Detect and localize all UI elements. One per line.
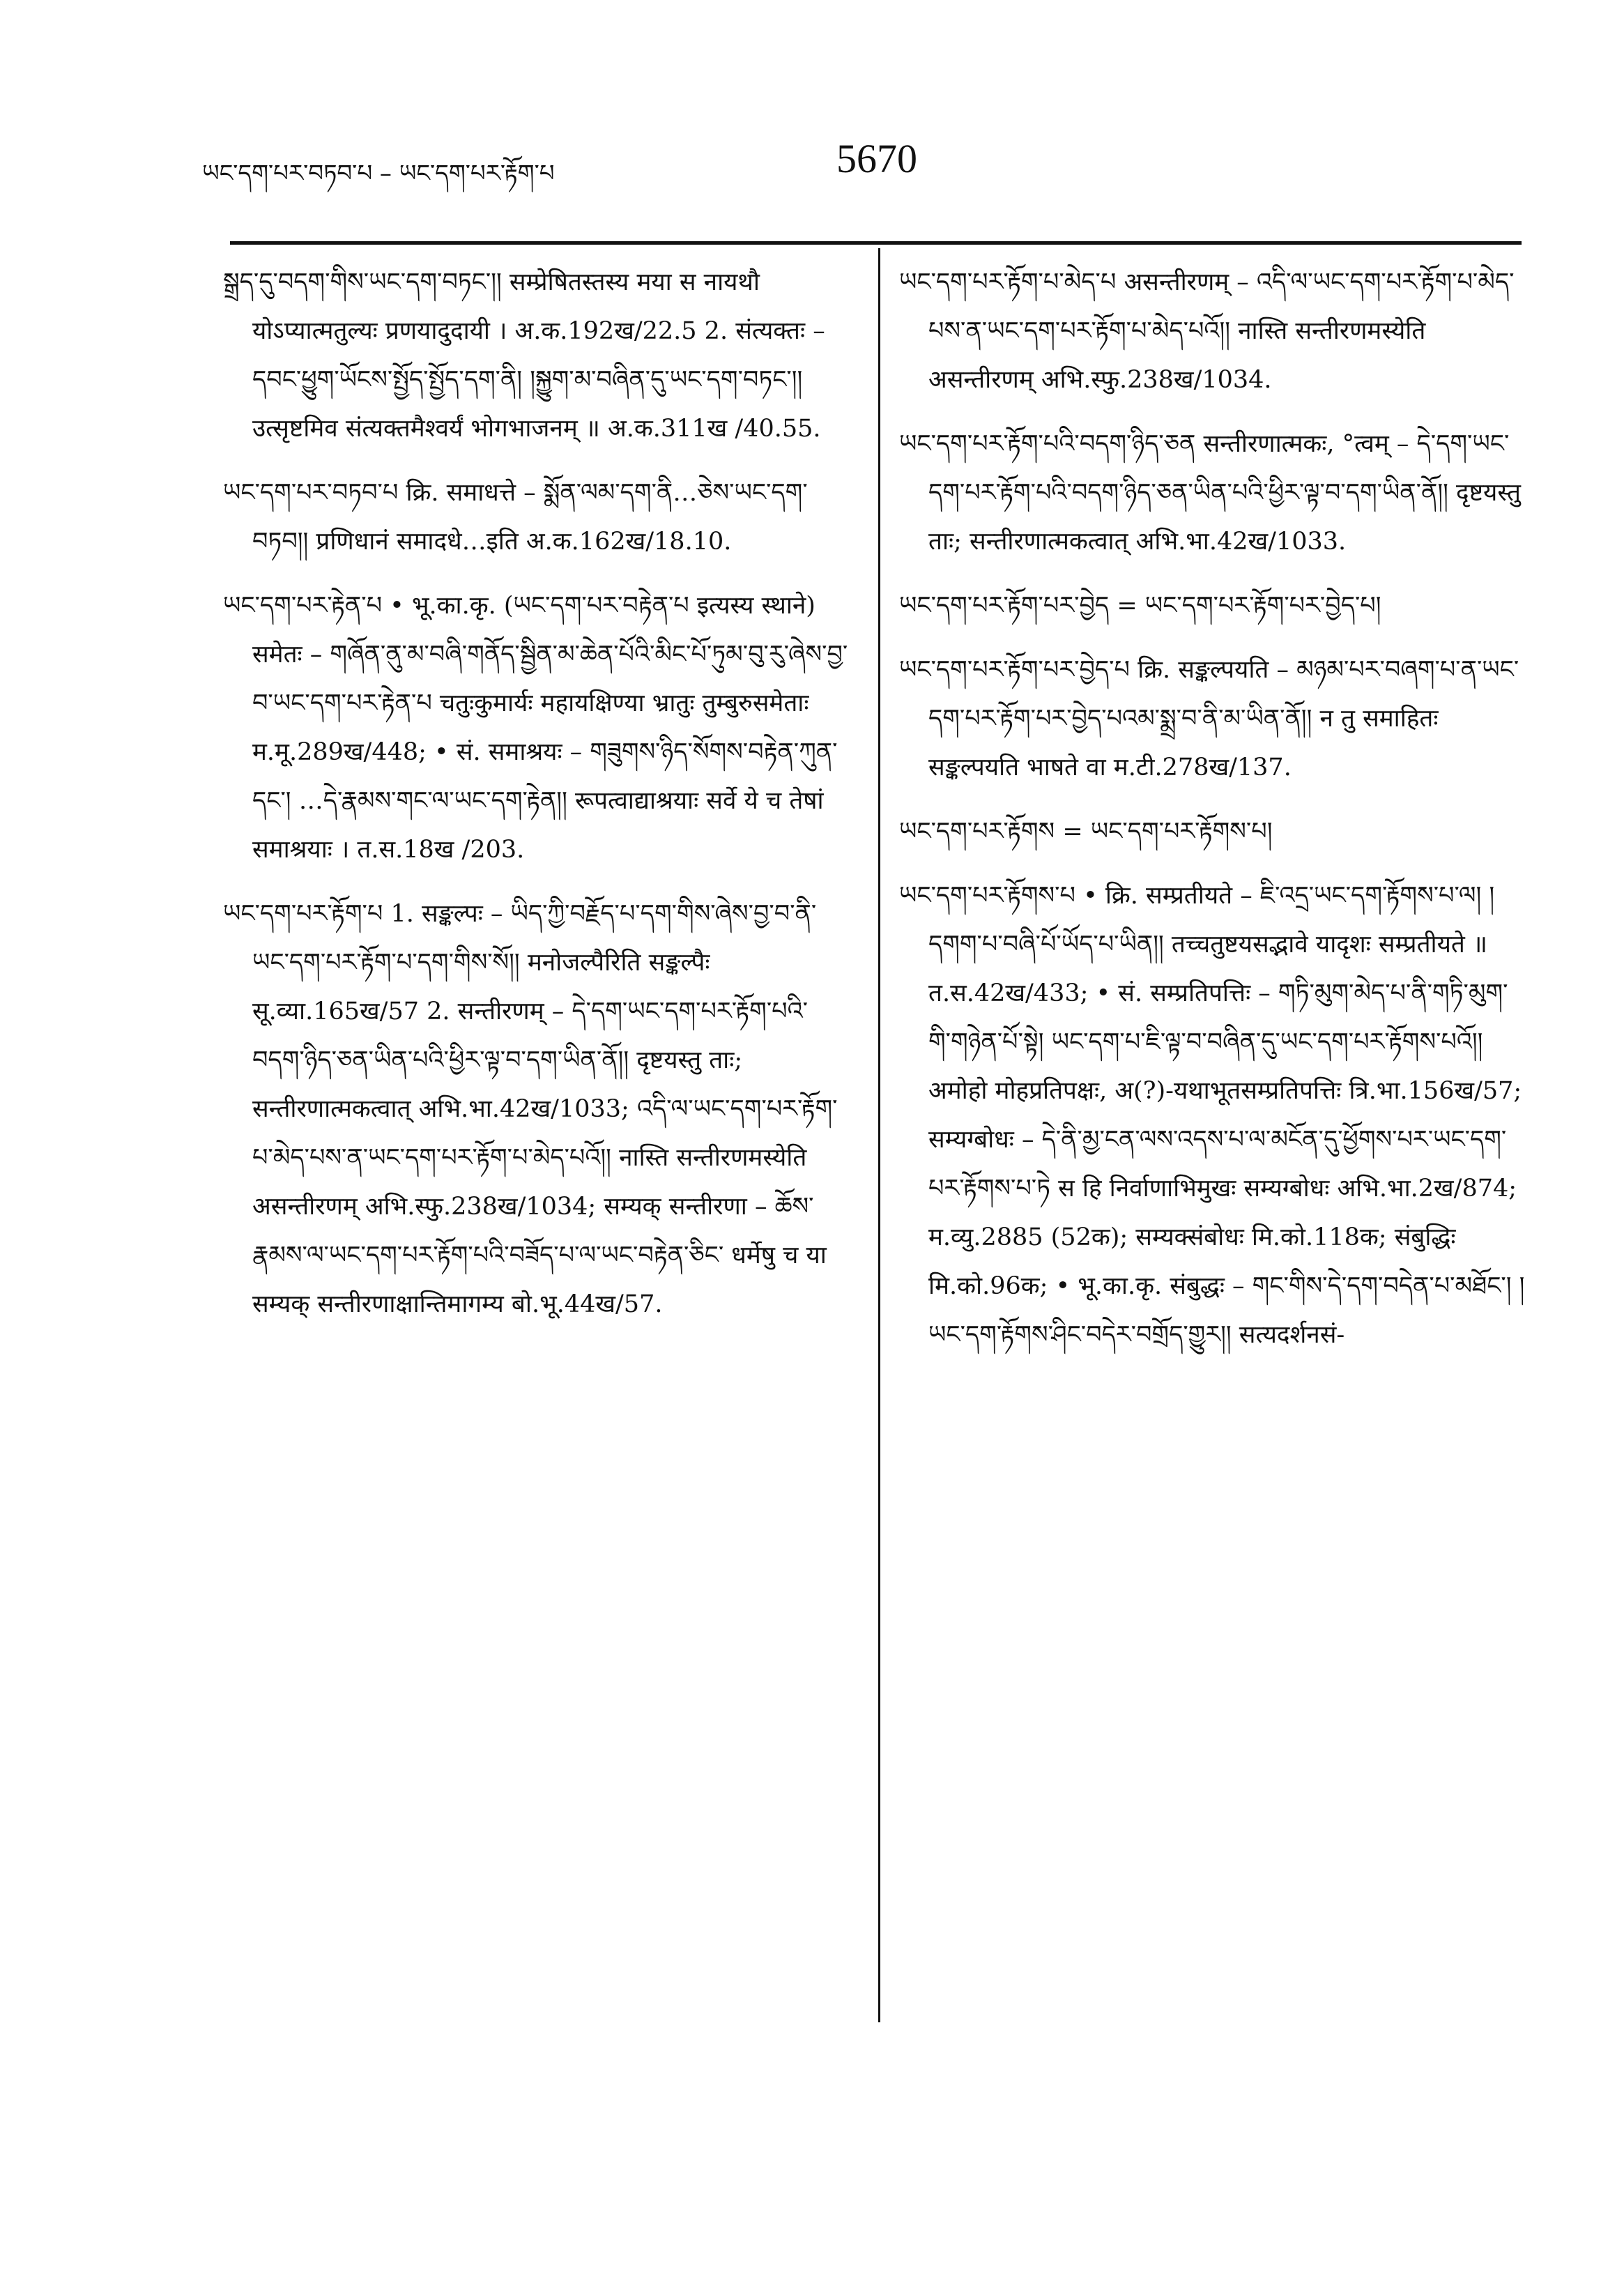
entry-headword: ཡང་དག་པར་བཏབ་པ: [223, 479, 399, 507]
entry-text: क्रि. सङ्कल्पयति – མཉམ་པར་བཞག་པ་ན་ཡང་དག་པར་རྟོག་པར་བྱེད་པའམ་སྨྲ་བ་ནི་མ་ཡིན་ནོ།། न तु समाहितः सङ्कल्पयति भाषते वा म.टी.278ख/137.: [928, 656, 1519, 781]
entry-text: सन्तीरणात्मकः, °त्वम् – དེ་དག་ཡང་དག་པར་རྟོག་པའི་བདག་ཉིད་ཅན་ཡིན་པའི་ཕྱིར་ལྟ་བ་དག་ཡིན་ནོ།། दृष्टयस्तु ताः; सन्तीरणात्मकत्वात् अभि.भा.42ख/1033.: [928, 430, 1521, 556]
dictionary-entry: [899, 871, 1526, 1359]
entry-headword: ཡང་དག་པར་རྟོགས: [899, 818, 1055, 846]
dictionary-entry: [223, 258, 850, 453]
entry-headword: ཡང་དག་པར་རྟེན་པ: [223, 592, 383, 620]
header-rule: [230, 241, 1522, 245]
dictionary-entry: [899, 420, 1526, 566]
entry-headword: ཡང་དག་པར་རྟོགས་པ: [899, 882, 1075, 910]
left-column: [223, 258, 850, 1344]
entry-headword: ཡང་དག་པར་རྟོག་པ: [223, 900, 383, 928]
entry-text: 1. सङ्कल्पः – ཡིད་ཀྱི་བརྗོད་པ་དག་གིས་ཞེས་བྱ་བ་ནི་ཡང་དག་པར་རྟོག་པ་དག་གིས་སོ།། मनोजल्पैरिति सङ्कल्पैः सू.व्या.165ख/57 2. सन्तीरणम् – དེ་དག་ཡང་དག་པར་རྟོག་པའི་བདག་ཉིད་ཅན་ཡིན་པའི་ཕྱིར་ལྟ་བ་དག་ཡིན་ནོ།། दृष्टयस्तु ताः; सन्तीरणात्मकत्वात् अभि.भा.42ख/1033; འདི་ལ་ཡང་དག་པར་རྟོག་པ་མེད་པས་ན་ཡང་དག་པར་རྟོག་པ་མེད་པའོ།། नास्ति सन्तीरणमस्येति असन्तीरणम् अभि.स्फु.238ख/1034; सम्यक् सन्तीरणा – ཆོས་རྣམས་ལ་ཡང་དག་པར་རྟོག་པའི་བཟོད་པ་ལ་ཡང་བརྟེན་ཅིང་ धर्मेषु च या सम्यक् सन्तीरणाक्षान्तिमागम्य बो.भू.44ख/57.: [252, 900, 838, 1318]
dictionary-entry: [223, 890, 850, 1329]
entry-headword: ཡང་དག་པར་རྟོག་པར་བྱེད: [899, 592, 1110, 620]
entry-text: • भू.का.कृ. (ཡང་དག་པར་བརྟེན་པ इत्यस्य स्थाने) समेतः – གཞོན་ནུ་མ་བཞི་གནོད་སྦྱིན་མ་ཆེན་པོའི་མིང་པོ་ཏུམ་བུ་རུ་ཞེས་བྱ་བ་ཡང་དག་པར་རྟེན་པ चतुःकुमार्यः महायक्षिण्या भ्रातुः तुम्बुरुसमेताः म.मू.289ख/448; • सं. समाश्रयः – གཟུགས་ཉིད་སོགས་བརྟེན་ཀུན་དང་། …དེ་རྣམས་གང་ལ་ཡང་དག་རྟེན།། रूपत्वाद्याश्रयाः सर्वे ये च तेषां समाश्रयाः । त.स.18ख /203.: [252, 592, 848, 864]
entry-headword: ཡང་དག་པར་རྟོག་པར་བྱེད་པ: [899, 656, 1130, 684]
column-divider: [878, 248, 880, 2022]
dictionary-entry: [899, 807, 1526, 856]
entry-text: असन्तीरणम् – འདི་ལ་ཡང་དག་པར་རྟོག་པ་མེད་པས་ན་ཡང་དག་པར་རྟོག་པ་མེད་པའོ།། नास्ति सन्तीरणमस्येति असन्तीरणम् अभि.स्फु.238ख/1034.: [928, 268, 1515, 394]
entry-text: = ཡང་དག་པར་རྟོག་པར་བྱེད་པ།: [1117, 592, 1381, 620]
right-column: [899, 258, 1526, 1375]
entry-text: = ཡང་དག་པར་རྟོགས་པ།: [1062, 818, 1273, 846]
entry-text: क्रि. समाधत्ते – སྨོན་ལམ་དག་ནི…ཅེས་ཡང་དག་བཏབ།། प्रणिधानं समादधे…इति अ.क.162ख/18.10.: [252, 479, 808, 556]
entry-text: སྒྲད་དུ་བདག་གིས་ཡང་དག་བཏང་།། सम्प्रेषितस्तस्य मया स नायथौ योऽप्यात्मतुल्यः प्रणयादुदायी । अ.क.192ख/22.5 2. संत्यक्तः – དབང་ཕྱུག་ཡོངས་སྤྱོད་སྤྱོད་དག་ནི། །སྐྱུག་མ་བཞིན་དུ་ཡང་དག་བཏང་།། उत्सृष्टमिव संत्यक्तमैश्वर्यं भोगभाजनम् ॥ अ.क.311ख /40.55.: [223, 268, 825, 443]
dictionary-entry: [899, 258, 1526, 404]
entry-text: • क्रि. सम्प्रतीयते – ཇི་འདྲ་ཡང་དག་རྟོགས་པ་ལ། །དགག་པ་བཞི་པོ་ཡོད་པ་ཡིན།། तच्चतुष्टयसद्भावे यादृशः सम्प्रतीयते ॥ त.स.42ख/433; • सं. सम्प्रतिपत्तिः – གཏི་མུག་མེད་པ་ནི་གཏི་མུག་གི་གཉེན་པོ་སྟེ། ཡང་དག་པ་ཇི་ལྟ་བ་བཞིན་དུ་ཡང་དག་པར་རྟོགས་པའོ།། अमोहो मोहप्रतिपक्षः, अ(?)-यथाभूतसम्प्रतिपत्तिः त्रि.भा.156ख/57; सम्यग्बोधः – དེ་ནི་མྱ་ངན་ལས་འདས་པ་ལ་མངོན་དུ་ཕྱོགས་པར་ཡང་དག་པར་རྟོགས་པ་ཏེ स हि निर्वाणाभिमुखः सम्यग्बोधः अभि.भा.2ख/874; म.व्यु.2885 (52क); सम्यक्संबोधः मि.को.118क; संबुद्धिः मि.को.96क; • भू.का.कृ. संबुद्धः – གང་གིས་དེ་དག་བདེན་པ་མཐོང་། །ཡང་དག་རྟོགས་ཤིང་བདེར་བགྲོད་གྱུར།། सत्यदर्शनसं-: [928, 882, 1525, 1349]
dictionary-entry: [223, 468, 850, 566]
dictionary-entry: [223, 581, 850, 874]
page-header: [202, 132, 1526, 195]
running-head: ཡང་དག་པར་བཏབ་པ – ཡང་དག་པར་རྟོག་པ: [202, 160, 555, 188]
page-number: 5670: [836, 136, 917, 181]
dictionary-entry: [899, 646, 1526, 792]
entry-headword: ཡང་དག་པར་རྟོག་པའི་བདག་ཉིད་ཅན: [899, 430, 1196, 458]
entry-headword: ཡང་དག་པར་རྟོག་པ་མེད་པ: [899, 268, 1117, 296]
dictionary-entry: [899, 581, 1526, 630]
